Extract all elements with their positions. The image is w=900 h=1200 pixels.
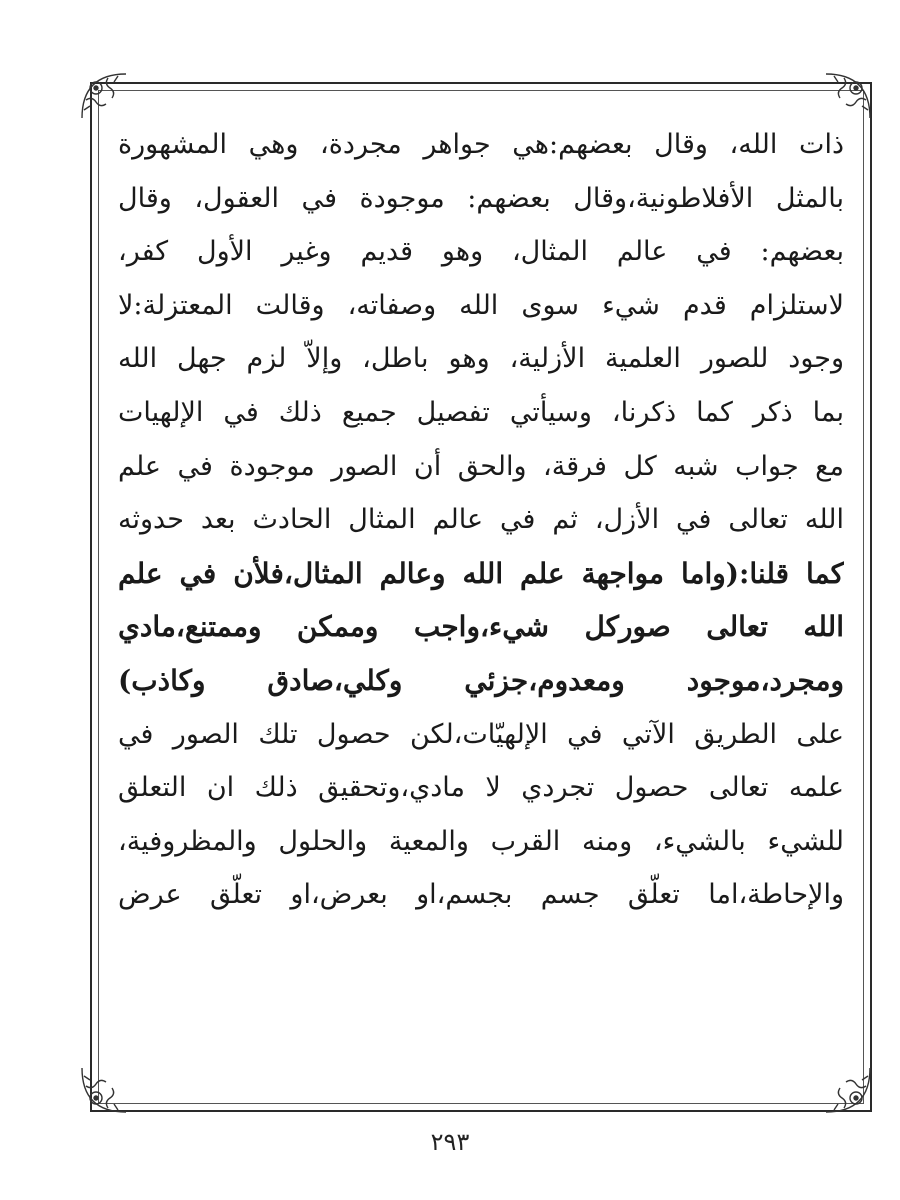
text-line: وجود للصور العلمية الأزلية، وهو باطل، وإلاّ لزم جهل الله: [118, 343, 844, 375]
corner-ornament-icon: [820, 1062, 876, 1118]
text-line: بعضهم: في عالم المثال، وهو قديم وغير الأول كفر،: [118, 236, 844, 268]
text-line: الله تعالى في الأزل، ثم في عالم المثال الحادث بعد حدوثه: [118, 504, 844, 536]
text-line: لاستلزام قدم شيء سوى الله وصفاته، وقالت المعتزلة:لا: [118, 289, 844, 321]
text-line: علمه تعالى حصول تجردي لا مادي،وتحقيق ذلك ان التعلق: [118, 772, 844, 804]
text-line: على الطريق الآتي في الإلهيّات،لكن حصول تلك الصور في: [118, 718, 844, 750]
text-line: مع جواب شبه كل فرقة، والحق أن الصور موجودة في علم: [118, 450, 844, 482]
corner-ornament-icon: [820, 68, 876, 124]
quoted-text-line: كما قلنا:(واما مواجهة علم الله وعالم المثال،فلأن في علم: [118, 556, 844, 590]
text-line: بالمثل الأفلاطونية،وقال بعضهم: موجودة في العقول، وقال: [118, 182, 844, 214]
quoted-text-line: الله تعالى صوركل شيء،واجب وممكن وممتنع،مادي: [118, 610, 844, 644]
quoted-text-line: ومجرد،موجود ومعدوم،جزئي وكلي،صادق وكاذب): [118, 663, 844, 697]
corner-ornament-icon: [76, 68, 132, 124]
body-text: [118, 118, 844, 922]
text-line: والإحاطة،اما تعلّق جسم بجسم،او بعرض،او تعلّق عرض: [118, 879, 844, 911]
text-line: للشيء بالشيء، ومنه القرب والمعية والحلول والمظروفية،: [118, 825, 844, 857]
text-line: بما ذكر كما ذكرنا، وسيأتي تفصيل جميع ذلك في الإلهيات: [118, 396, 844, 428]
text-line: ذات الله، وقال بعضهم:هي جواهر مجردة، وهي المشهورة: [118, 129, 844, 160]
page-number: ٢٩٣: [430, 1128, 470, 1156]
corner-ornament-icon: [76, 1062, 132, 1118]
